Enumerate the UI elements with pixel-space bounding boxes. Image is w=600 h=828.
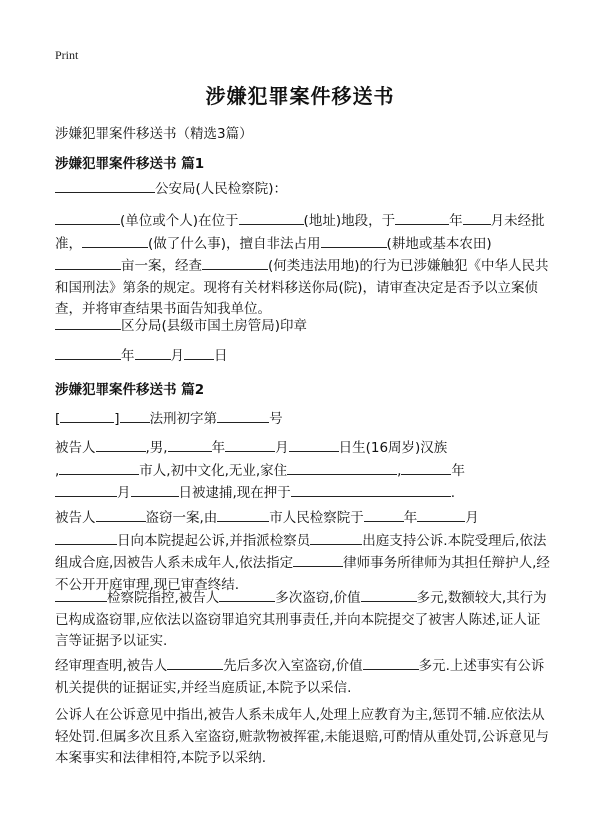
body-text: 市人民检察院于 (269, 510, 364, 526)
blank-field (310, 530, 362, 545)
body-text: 年 (449, 213, 463, 229)
blank-field (55, 210, 120, 225)
section-1-heading: 涉嫌犯罪案件移送书 篇1 (55, 156, 205, 172)
body-text: 公诉人在公诉意见中指出,被告人系未成年人,处理上应教育为主,惩罚不辅.应依法从轻处罚.但属多次且系入室盗窃,赃款物被挥霍,未能退赔,可酌情从重处罚,公诉意见与本案事实和法律相符,本院予以采纳. (55, 707, 549, 766)
section-2-heading: 涉嫌犯罪案件移送书 篇2 (55, 382, 205, 398)
body-text: 日被逮捕,现在押于 (178, 485, 291, 501)
blank-field (417, 507, 465, 522)
blank-field (217, 507, 269, 522)
blank-field (363, 655, 419, 670)
blank-field (55, 178, 155, 193)
docno-text: 号 (269, 411, 283, 427)
body-text: 多元.上述事实有公诉机关提供的证据证实,并经当庭质证,本院予以采信. (55, 658, 545, 696)
section-2-para-3 (55, 587, 550, 653)
addressee-text: 公安局(人民检察院)： (155, 181, 288, 197)
blank-field (463, 210, 491, 225)
body-text: 先后多次入室盗窃,价值 (223, 658, 363, 674)
section-2-para-4 (55, 655, 550, 699)
blank-field (55, 255, 121, 270)
body-text: 月未经批准， (55, 213, 545, 252)
print-label[interactable]: Print (55, 48, 79, 62)
blank-field (60, 408, 114, 423)
body-text: , (55, 462, 60, 479)
body-text: 经审理查明,被告人 (55, 658, 168, 674)
blank-field (291, 482, 451, 497)
body-text: 盗窃一案,由 (145, 510, 218, 526)
body-text: (做了什么事)，擅自非法占用 (148, 235, 321, 252)
body-text: (地址)地段，于 (303, 213, 396, 229)
document-subtitle: 涉嫌犯罪案件移送书（精选3篇） (55, 126, 253, 142)
blank-field (293, 552, 343, 567)
body-text: (何类违法用地)的行为已涉嫌触犯《中华人民共和国刑法》第条的规定。现将有关材料移送你局(院)，请审查决定是否予以立案侦查，并将审查结果书面告知我单位。 (55, 258, 549, 317)
section-1-body (55, 210, 550, 321)
blank-field (184, 345, 214, 360)
body-text: 多元,数额较大,其行为已构成盗窃罪,应依法以盗窃罪追究其刑事责任,并向本院提交了被害人陈述,证人证言等证据予以证实. (55, 590, 547, 649)
body-text: 月 (465, 510, 479, 526)
blank-field (395, 210, 449, 225)
body-text: 市人,初中文化,无业,家住 (139, 462, 288, 479)
blank-field (202, 255, 268, 270)
docno-text: ] (114, 411, 120, 427)
body-text: 日向本院提起公诉,并指派检察员 (117, 532, 311, 549)
body-text: 月 (117, 485, 131, 501)
blank-field (289, 437, 339, 452)
blank-field (55, 315, 121, 330)
blank-field (401, 460, 451, 475)
blank-field (321, 233, 387, 248)
body-text: (耕地或基本农田) (386, 235, 492, 252)
docno-text: 法刑初字第 (149, 411, 218, 427)
body-text: . (450, 485, 456, 501)
body-text: 出庭支持公诉.本院受理后,依法组成合庭,因被告人系未成年人,依法指定 (55, 532, 547, 571)
blank-field (239, 210, 304, 225)
body-text: 亩一案，经查 (121, 258, 202, 274)
body-text: 被告人 (55, 510, 96, 526)
date-day: 日 (214, 348, 228, 364)
document-title: 涉嫌犯罪案件移送书 (205, 84, 395, 108)
body-text: 日生(16周岁)汉族 (338, 440, 448, 456)
blank-field (135, 345, 171, 360)
blank-field (219, 587, 275, 602)
blank-field (120, 408, 150, 423)
blank-field (361, 587, 417, 602)
blank-field (55, 530, 117, 545)
body-text: 年 (451, 462, 465, 479)
blank-field (364, 507, 404, 522)
body-text: 被告人 (55, 440, 96, 456)
section-1-addressee (55, 178, 550, 201)
section-1-date (55, 345, 550, 368)
section-2-para-5 (55, 705, 550, 770)
body-text: , (397, 462, 402, 479)
body-text: 律师事务所律师为其担任辩护人,经不公开开庭审理,现已审查终结. (55, 555, 550, 593)
blank-field (96, 507, 146, 522)
blank-field (59, 460, 139, 475)
body-text: 年 (403, 510, 418, 526)
blank-field (55, 482, 117, 497)
body-text: ,男, (145, 440, 168, 456)
blank-field (217, 408, 269, 423)
seal-text: 区分局(县级市国土房管局)印章 (121, 318, 308, 334)
date-year: 年 (121, 348, 135, 364)
body-text: 年 (211, 440, 226, 456)
blank-field (82, 233, 148, 248)
blank-field (168, 437, 212, 452)
section-2-para-2 (55, 507, 550, 596)
blank-field (131, 482, 179, 497)
blank-field (167, 655, 223, 670)
date-month: 月 (170, 348, 184, 364)
blank-field (55, 345, 121, 360)
blank-field (55, 587, 107, 602)
blank-field (287, 460, 397, 475)
section-2-para-1 (55, 437, 550, 505)
docno-text: [ (55, 411, 61, 427)
body-text: 检察院指控,被告人 (107, 590, 220, 606)
body-text: 月 (275, 440, 289, 456)
blank-field (225, 437, 275, 452)
section-1-seal (55, 315, 550, 338)
body-text: (单位或个人)在位于 (120, 213, 239, 229)
section-2-docno (55, 408, 550, 431)
blank-field (96, 437, 146, 452)
body-text: 多次盗窃,价值 (275, 590, 361, 606)
